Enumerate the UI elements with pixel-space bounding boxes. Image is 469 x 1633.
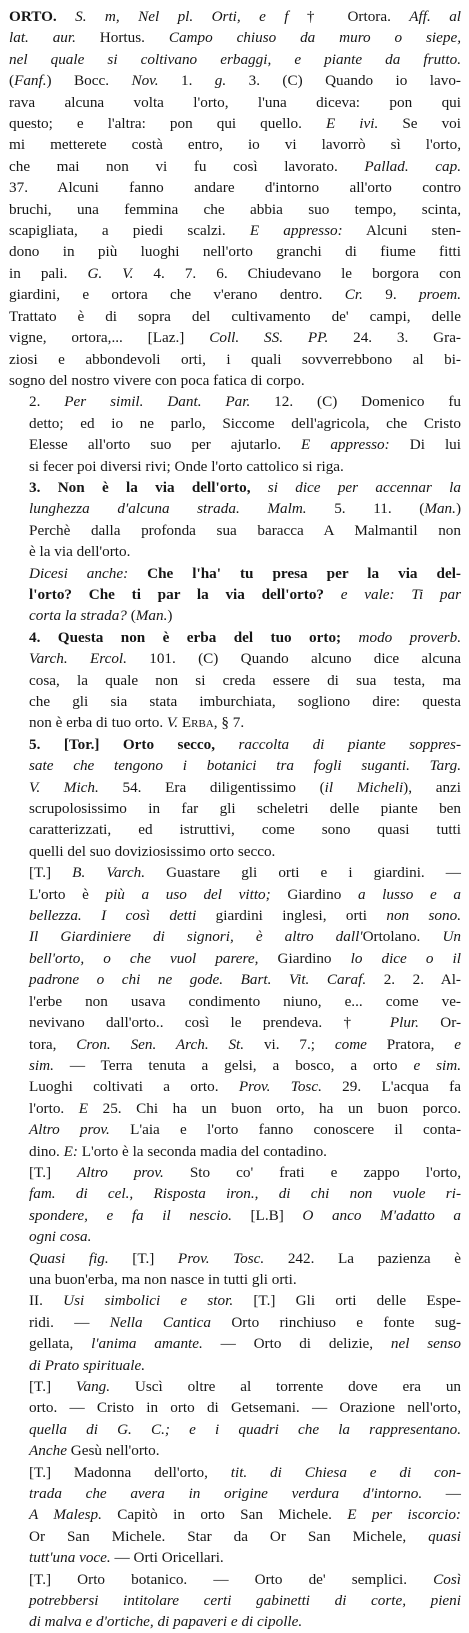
text-segment: V. Mich. — [29, 778, 99, 796]
text-segment: Campo chiuso da muro o siepe, — [168, 29, 461, 47]
text-line — [9, 1590, 461, 1611]
text-segment: — Orti Oricellari. — [110, 1549, 224, 1567]
text-line — [9, 520, 461, 541]
entry-paragraph — [9, 1162, 461, 1248]
text-segment: bruchi, una femmina che abbia suo tempo, scinta, — [9, 200, 461, 218]
text-segment: 4. 7. 6. Chiudevano le borgora con — [133, 264, 461, 282]
text-segment: — Orto di delizie, — [202, 1335, 391, 1353]
text-segment: Man. — [135, 607, 168, 625]
text-segment: — Terra tenuta a gelsi, a bosco, a orto — [53, 1056, 414, 1074]
entry-paragraph — [9, 627, 461, 734]
text-segment: Man. — [424, 500, 456, 518]
text-segment: 101. (C) Quando alcuno dice alcuna — [126, 650, 461, 668]
text-line — [9, 841, 461, 862]
text-segment: ) — [455, 500, 462, 518]
text-segment: [T.] — [108, 1249, 178, 1267]
text-segment: trada che avera in origine verdura d'intorno. — [29, 1485, 423, 1503]
text-line — [9, 1569, 461, 1590]
text-segment: 5. [Tor.] Orto secco, — [29, 735, 239, 753]
text-segment: spondere, e fa il nescio. — [29, 1206, 232, 1224]
text-line — [9, 948, 461, 969]
text-segment: Or- — [418, 1014, 462, 1032]
text-line — [9, 541, 461, 562]
text-line — [9, 819, 461, 840]
text-segment: Se voi — [378, 115, 461, 133]
text-line — [9, 1269, 461, 1290]
text-segment: Anche — [29, 1442, 67, 1460]
text-segment: nevivano dall'orto.. così le prendeva. † — [29, 1014, 390, 1032]
text-segment: non è erba di tuo orto. — [29, 714, 167, 732]
text-segment: nel quale si coltivano erbaggi, e piante da frutto. — [9, 50, 461, 68]
text-segment: Coll. SS. PP. — [209, 329, 329, 347]
text-line — [9, 6, 461, 27]
text-segment: lunghezza d'alcuna strada. Malm. — [29, 500, 307, 518]
text-segment: L'orto è la seconda madia del contadino. — [77, 1142, 327, 1160]
text-segment: Per simil. Dant. Par. — [64, 393, 251, 411]
text-line — [9, 991, 461, 1012]
text-line — [9, 349, 461, 370]
text-segment: L'aia e l'orto fanno conoscere il conta- — [109, 1121, 461, 1139]
text-line — [9, 1333, 461, 1354]
text-line — [9, 1205, 461, 1226]
entry-paragraph — [9, 391, 461, 477]
text-segment: Perchè dalla profonda sua baracca A Malmantil non — [29, 521, 461, 539]
entry-paragraph — [9, 862, 461, 1162]
entry-paragraph — [9, 6, 461, 391]
entry-paragraph — [9, 1569, 461, 1633]
text-segment: Sto co' frati e zappo l'orto, — [163, 1163, 461, 1181]
text-segment: S. m, Nel pl. Orti, e f — [75, 8, 289, 25]
text-segment: ) Bocc. — [46, 72, 132, 90]
text-line — [9, 1397, 461, 1418]
text-segment: 9. — [362, 286, 419, 304]
text-line — [9, 1419, 461, 1440]
text-line — [9, 284, 461, 305]
text-segment: cosa, la quale non si creda essere di sua testa, ma — [29, 671, 461, 689]
text-segment: , § 7. — [213, 714, 245, 732]
text-line — [9, 49, 461, 70]
text-segment: che mai non vi fu così lavorato. — [9, 157, 365, 175]
text-line — [9, 134, 461, 155]
text-segment: Vang. — [75, 1378, 111, 1395]
text-line — [9, 862, 461, 883]
text-segment: l'anima amante. — [91, 1335, 203, 1353]
text-segment: E — [78, 1099, 89, 1117]
text-line — [9, 391, 461, 412]
text-segment: ( — [126, 607, 136, 625]
text-segment: gellata, — [29, 1335, 92, 1353]
text-segment: Giardino — [270, 885, 358, 903]
text-line — [9, 1312, 461, 1333]
text-line — [9, 1376, 461, 1397]
text-line — [9, 884, 461, 905]
text-line — [9, 1141, 461, 1162]
text-line — [9, 1183, 461, 1204]
text-line — [9, 691, 461, 712]
text-segment: — — [422, 1485, 461, 1503]
text-segment: tora, — [29, 1035, 77, 1053]
entry-paragraph — [9, 1290, 461, 1376]
text-segment: quella di G. C.; e i quadri che la rappresentano. — [29, 1420, 461, 1438]
text-segment: vigne, ortora,... [Laz.] — [9, 329, 210, 347]
text-segment: Un — [442, 928, 461, 946]
text-segment: 1. — [158, 72, 215, 90]
text-line — [9, 1098, 461, 1119]
text-segment: Pratora, — [366, 1035, 455, 1053]
text-line — [9, 1119, 461, 1140]
text-line — [9, 648, 461, 669]
text-segment: raccolta di piante soppres- — [238, 735, 461, 753]
text-segment: si dice per accennar la — [267, 478, 461, 496]
text-line — [9, 70, 461, 91]
text-segment: V. — [166, 714, 182, 732]
text-segment: nel senso — [390, 1335, 461, 1353]
text-segment: 29. L'acqua fa — [321, 1078, 461, 1096]
text-segment: 2. 2. Al- — [366, 971, 461, 989]
text-segment: una buon'erba, ma non nasce in tutti gli orti. — [29, 1270, 297, 1288]
text-segment: Fanf. — [14, 72, 47, 90]
text-segment: Di lui — [389, 436, 461, 454]
entry-paragraph — [9, 1376, 461, 1462]
text-segment: detto; ed io ne parlo, Siccome dell'agricola, che Cristo — [29, 414, 461, 432]
text-segment: di Prato spirituale. — [29, 1356, 146, 1374]
text-segment: a lusso e a — [357, 885, 461, 903]
text-line — [9, 113, 461, 134]
text-segment: [T.] — [29, 864, 73, 882]
text-segment: Capitò in orto San Michele. — [101, 1506, 348, 1524]
text-segment: proem. — [418, 286, 461, 304]
entry-paragraph — [9, 1462, 461, 1569]
text-segment: in pali. — [9, 264, 88, 282]
text-segment: ogni cosa. — [29, 1228, 92, 1246]
text-segment: sate che tengono i botanici tra fogli suganti. Targ. — [29, 757, 461, 775]
text-segment: Plur. — [389, 1014, 419, 1032]
text-segment: bellezza. I così detti — [29, 907, 197, 925]
text-segment: G. V. — [87, 264, 134, 282]
text-line — [9, 92, 461, 113]
text-segment: modo proverb. — [358, 628, 461, 646]
text-segment: 37. Alcuni fanno andare d'intorno all'orto contro — [9, 179, 461, 197]
text-line — [9, 1034, 461, 1055]
text-segment: orto. — Cristo in orto di Getsemani. — Orazione nell'orto, — [29, 1399, 461, 1417]
text-segment: II. — [29, 1292, 64, 1310]
text-segment: Alcuni sten- — [342, 222, 461, 240]
text-segment: [T.] — [29, 1378, 76, 1395]
text-segment: non sono. — [386, 907, 461, 925]
text-segment: Quasi fig. — [29, 1249, 109, 1267]
text-segment: [T.] Gli orti delle Espe- — [233, 1292, 461, 1310]
text-segment: [T.] — [29, 1163, 78, 1181]
text-line — [9, 306, 461, 327]
text-segment: 242. La pazienza è — [264, 1249, 461, 1267]
text-segment: l'erbe non usava condimento niuno, e... come ve- — [29, 992, 461, 1010]
text-segment: Prov. Tosc. — [177, 1249, 265, 1267]
text-line — [9, 477, 461, 498]
text-segment: ziosi e abbondevoli orti, i quali sovverrebbono al bi- — [9, 350, 461, 368]
text-line — [9, 1440, 461, 1461]
text-segment: Trattato è di sopra del cultivamento de' campi, delle — [9, 307, 461, 325]
text-segment: Gesù nell'orto. — [66, 1442, 160, 1460]
text-line — [9, 905, 461, 926]
text-segment: l'orto. — [29, 1099, 79, 1117]
text-segment: scapigliata, a piedi scalzi. — [9, 222, 250, 240]
entry-paragraph — [9, 734, 461, 862]
text-segment: fam. di cel., Risposta iron., di chi non vuole ri- — [29, 1185, 461, 1203]
text-line — [9, 327, 461, 348]
text-segment: quasi — [428, 1527, 461, 1545]
text-segment: Or San Michele. Star da Or San Michele, — [29, 1527, 429, 1545]
text-segment: 4. Questa non è erba del tuo orto; — [29, 628, 359, 646]
text-line — [9, 156, 461, 177]
text-segment: lat. aur. — [9, 29, 76, 47]
text-segment: Orto rinchiuso e fonte sug- — [211, 1313, 462, 1331]
text-segment: il Micheli — [324, 778, 404, 796]
text-segment: lo dice o il — [350, 949, 461, 967]
text-segment: [T.] Orto botanico. — Orto de' semplici. — [29, 1570, 434, 1588]
text-segment: Giardino — [258, 949, 351, 967]
text-line — [9, 1226, 461, 1247]
text-line — [9, 1483, 461, 1504]
text-line — [9, 1162, 461, 1183]
text-segment: Hortus. — [75, 29, 169, 47]
text-segment: caratterizzati, ed istruttivi, come sono quasi tutti — [29, 821, 461, 839]
text-segment: bell'orto, o che vuol parere, — [29, 949, 259, 967]
text-segment: ( — [9, 72, 15, 90]
text-segment: Pallad. cap. — [364, 157, 461, 175]
text-segment: Luoghi coltivati a orto. — [29, 1078, 239, 1096]
text-line — [9, 263, 461, 284]
text-segment: g. — [214, 72, 227, 90]
text-segment: e — [454, 1035, 462, 1053]
text-line — [9, 627, 461, 648]
text-line — [9, 1526, 461, 1547]
text-segment: Usi simbolici e stor. — [63, 1292, 234, 1310]
text-line — [9, 605, 461, 626]
text-segment: Il Giardiniere di signori, è altro dall' — [29, 928, 363, 946]
text-segment: E per iscorcio: — [347, 1506, 461, 1524]
text-segment: 25. Chi ha un buon orto, ha un buon porco. — [88, 1099, 461, 1117]
text-line — [9, 199, 461, 220]
text-line — [9, 1012, 461, 1033]
text-line — [9, 177, 461, 198]
text-line — [9, 241, 461, 262]
text-line — [9, 1355, 461, 1376]
text-segment: 24. 3. Gra- — [328, 329, 461, 347]
text-segment: Varch. Ercol. — [29, 650, 127, 668]
text-line — [9, 220, 461, 241]
text-segment: 54. Era diligentissimo ( — [98, 778, 325, 796]
text-segment: [L.B] — [231, 1206, 303, 1224]
text-line — [9, 1611, 461, 1632]
text-segment: Nella Cantica — [109, 1313, 212, 1331]
text-segment: 5. 11. ( — [306, 500, 425, 518]
text-segment: si fecer poi diversi rivi; Onde l'orto cattolico si riga. — [29, 457, 344, 475]
text-line — [9, 926, 461, 947]
text-segment: scrupolosissimo in far gli scheletri delle piante ben — [29, 800, 461, 818]
text-line — [9, 563, 461, 584]
text-line — [9, 1504, 461, 1525]
text-segment: che gli sia stata imburchiata, sogliono dire: questa — [29, 693, 461, 710]
text-segment: corta la strada? — [29, 607, 127, 625]
text-line — [9, 755, 461, 776]
text-segment: Che l'ha' tu presa per la via del- — [128, 564, 461, 582]
text-segment: questo; e l'altra: pon qui quello. — [9, 115, 326, 133]
text-segment: L'orto è — [29, 885, 106, 903]
text-segment: Elesse all'orto suo per ajutarlo. — [29, 436, 302, 454]
text-segment: 3. (C) Quando io lavo- — [226, 72, 461, 90]
text-segment: † Ortora. — [288, 8, 410, 25]
text-segment: ), anzi — [403, 778, 461, 796]
entry-paragraph — [9, 563, 461, 627]
text-segment: ) — [167, 607, 173, 625]
text-line — [9, 1547, 461, 1568]
text-segment: Nov. — [131, 72, 159, 90]
text-line — [9, 1462, 461, 1483]
text-segment: ridi. — — [29, 1313, 110, 1331]
text-segment: dono in più luoghi nell'orto granchi di fiume fitti — [9, 243, 461, 261]
text-segment: Dicesi anche: — [29, 564, 129, 582]
text-segment: Uscì oltre al torrente dove era un — [110, 1378, 462, 1395]
text-segment: e sim. — [413, 1056, 462, 1074]
entry-paragraph — [9, 1248, 461, 1291]
text-segment: Cr. — [344, 286, 363, 304]
text-line — [9, 1076, 461, 1097]
text-segment: E appresso: — [301, 436, 390, 454]
text-segment: e vale: Ti par — [340, 585, 461, 603]
text-line — [9, 1248, 461, 1269]
text-segment: è la via dell'orto. — [29, 543, 131, 561]
entry-paragraph — [9, 477, 461, 563]
text-segment: E: — [63, 1142, 78, 1160]
text-segment: potrebbersi intitolare certi gabinetti di corte, pieni — [29, 1592, 461, 1610]
text-line — [9, 1055, 461, 1076]
text-line — [9, 27, 461, 48]
text-segment: Aff. al — [409, 8, 462, 25]
text-line — [9, 456, 461, 477]
text-segment: vi. 7.; — [244, 1035, 335, 1053]
text-segment: giardini, e ortora che v'erano dentro. — [9, 286, 345, 304]
text-line — [9, 413, 461, 434]
text-segment: A Malesp. — [29, 1506, 102, 1524]
text-segment: Così — [433, 1570, 461, 1588]
text-segment: l'orto? Che ti par la via dell'orto? — [29, 585, 341, 603]
text-segment: Ortolano. — [362, 928, 443, 946]
text-segment: Cron. Sen. Arch. St. — [76, 1035, 245, 1053]
text-line — [9, 734, 461, 755]
text-line — [9, 370, 461, 391]
text-line — [9, 777, 461, 798]
text-line — [9, 798, 461, 819]
text-line — [9, 498, 461, 519]
text-segment: Guastare gli orti e i giardini. — — [145, 864, 461, 882]
text-segment: E ivi. — [325, 115, 379, 133]
text-line — [9, 434, 461, 455]
text-segment: [T.] Madonna dell'orto, — [29, 1463, 231, 1481]
text-segment: B. Varch. — [72, 864, 146, 882]
text-segment: ORTO. — [9, 8, 76, 25]
text-segment: tutt'una voce. — [29, 1549, 111, 1567]
text-segment: Altro prov. — [77, 1163, 164, 1181]
text-segment: sogno del nostro vivere con poca fatica di corpo. — [9, 371, 305, 389]
text-segment: giardini inglesi, orti — [196, 907, 387, 925]
text-segment: Altro prov. — [29, 1121, 110, 1139]
text-segment: dino. — [29, 1142, 64, 1160]
text-segment: rava alcuna volta l'orto, l'una diceva: pon qui — [9, 93, 461, 111]
text-segment: Prov. Tosc. — [238, 1078, 322, 1096]
text-line — [9, 1290, 461, 1311]
text-segment: O anco M'adatto a — [302, 1206, 461, 1224]
text-line — [9, 670, 461, 691]
text-segment: sim. — [29, 1056, 54, 1074]
text-segment: di malva e d'ortiche, di papaveri e di cipolle. — [29, 1613, 303, 1631]
text-segment: E appresso: — [249, 222, 343, 240]
text-segment: come — [334, 1035, 367, 1053]
text-segment: mi metterete costà entro, io vi lavorrò sì l'orto, — [9, 136, 461, 154]
text-segment: 2. — [29, 393, 65, 411]
text-segment: padrone o chi ne gode. Bart. Vit. Caraf. — [29, 971, 367, 989]
text-segment: quelli del suo doviziosissimo orto secco. — [29, 842, 276, 860]
text-segment: Erba — [181, 714, 214, 732]
text-segment: 12. (C) Domenico fu — [250, 393, 461, 411]
text-segment: più a uso del vitto; — [105, 885, 271, 903]
text-line — [9, 969, 461, 990]
text-segment: 3. Non è la via dell'orto, — [29, 478, 268, 496]
text-line — [9, 712, 461, 733]
text-line — [9, 584, 461, 605]
text-segment: tit. di Chiesa e di con- — [230, 1463, 461, 1481]
